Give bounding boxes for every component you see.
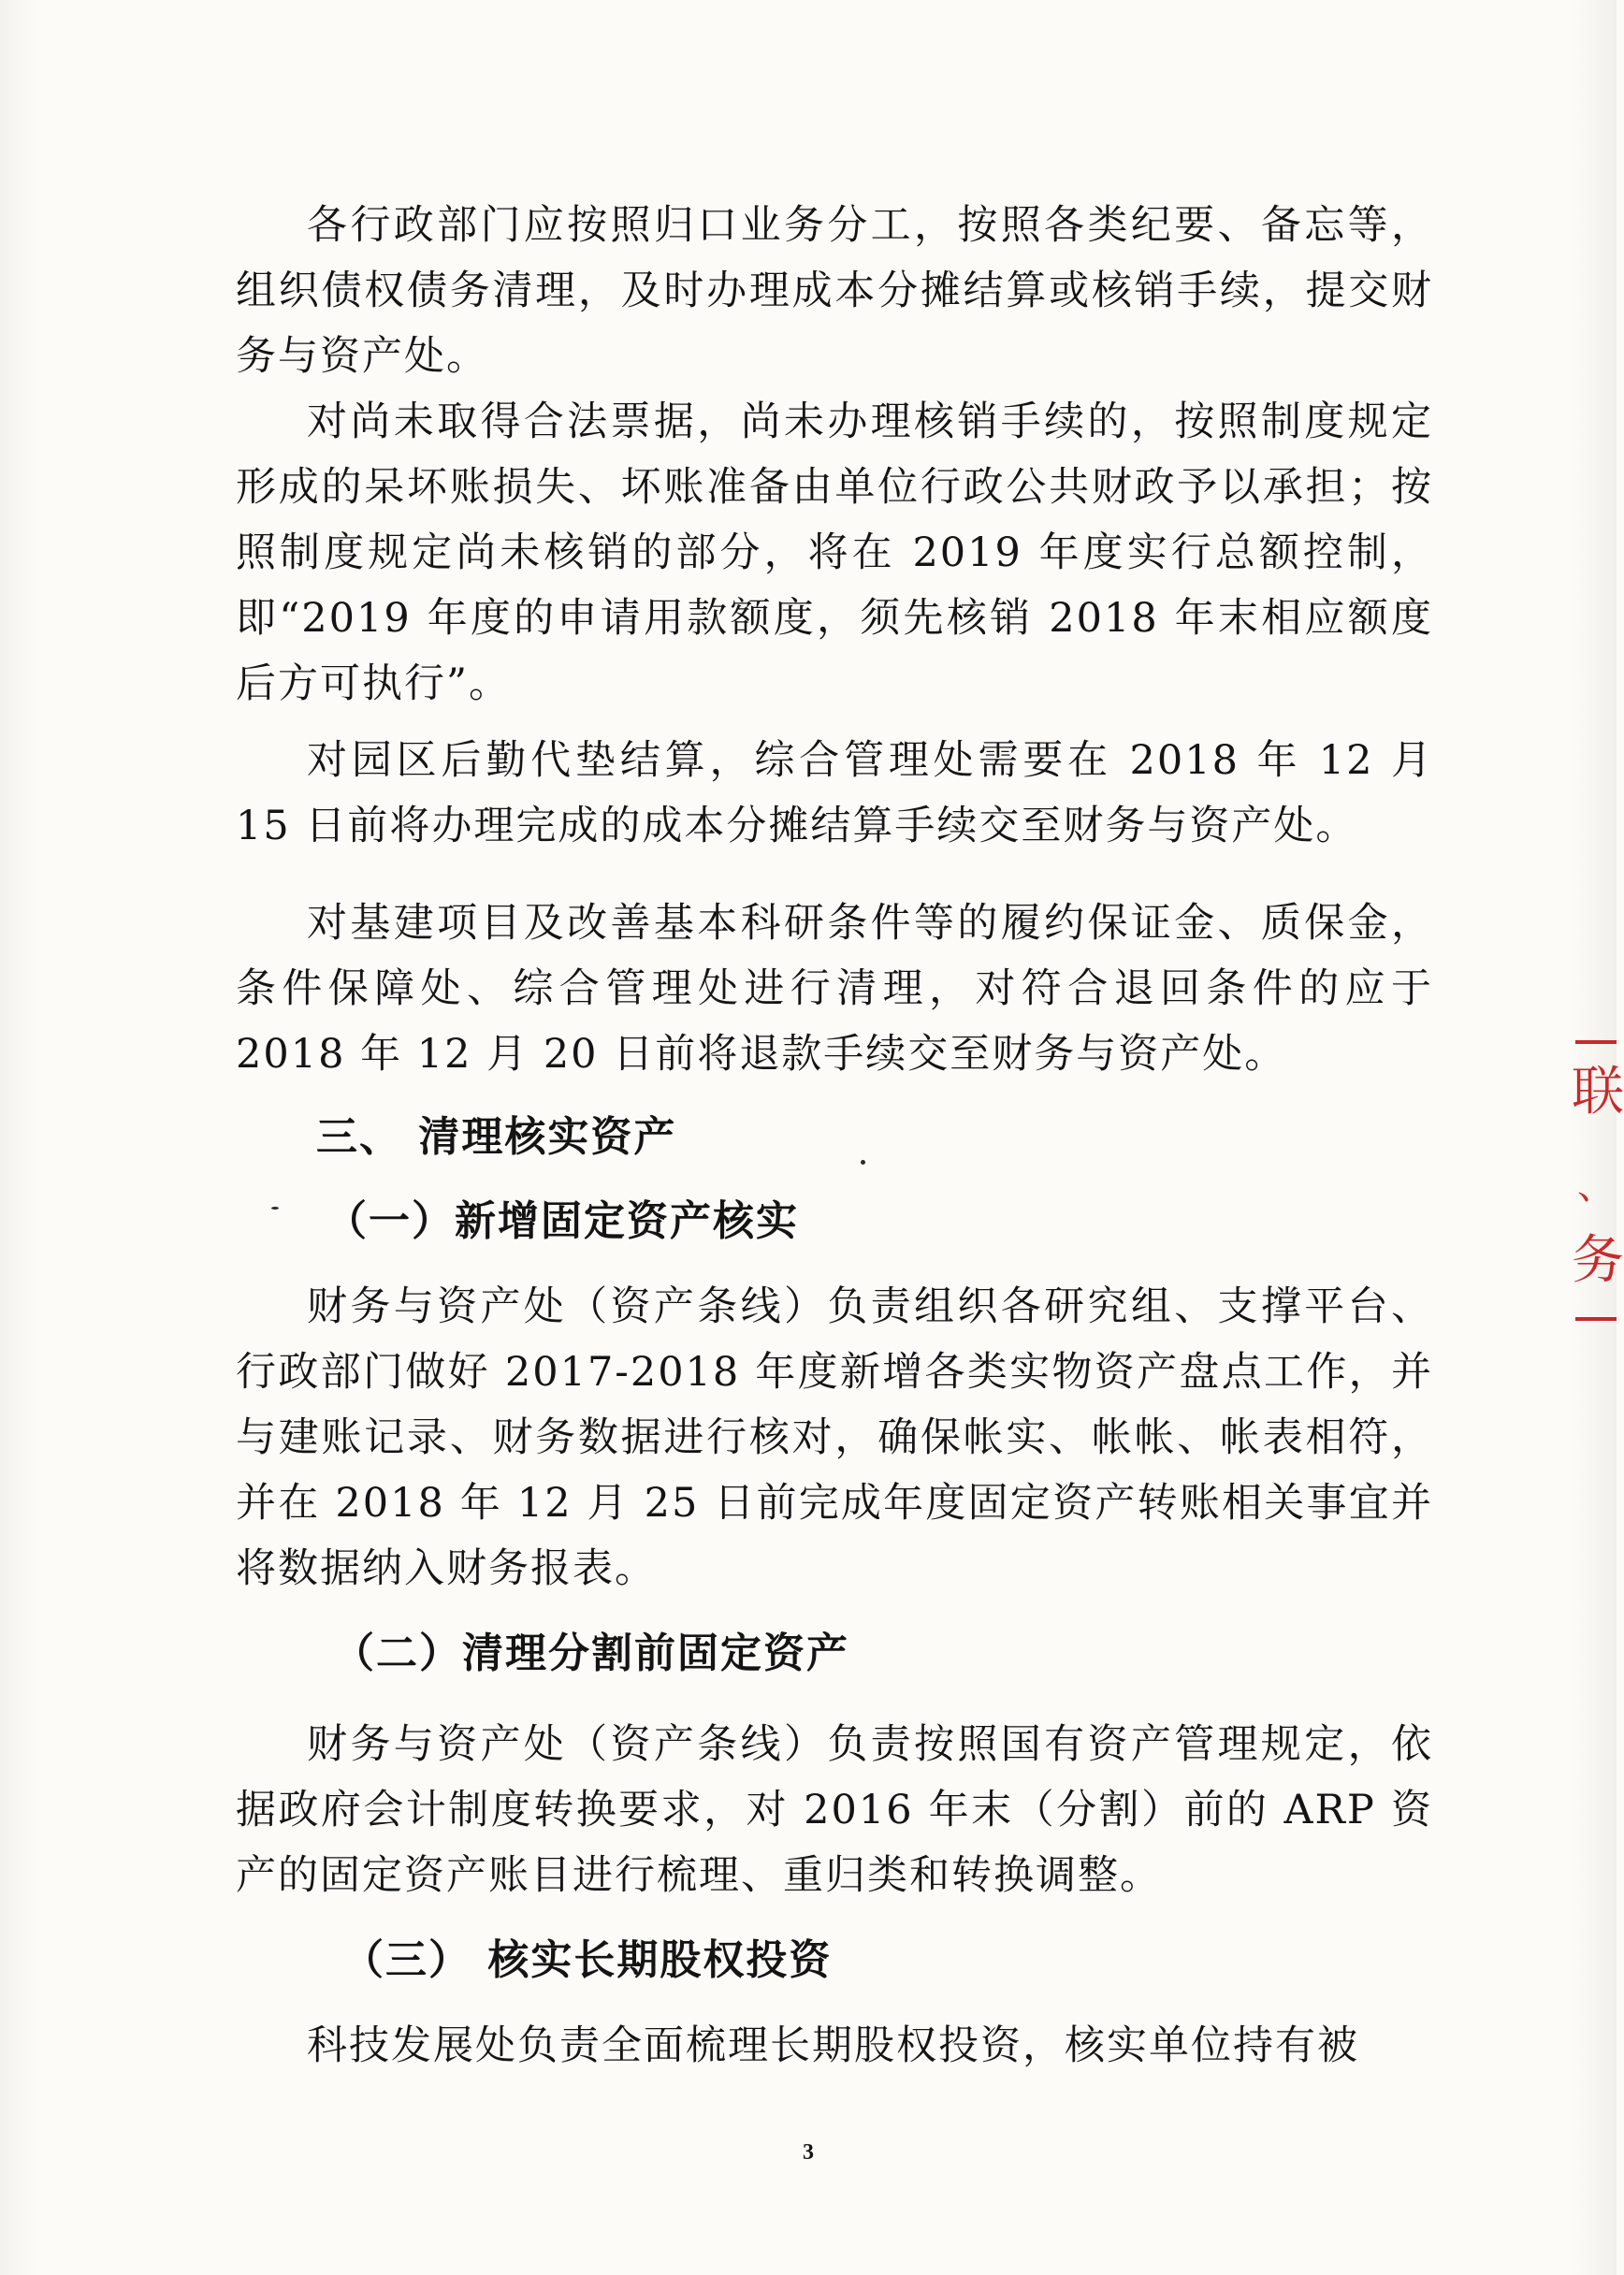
stamp-char-3: 务 — [1572, 1230, 1624, 1291]
paragraph-logistics-settlement: 对园区后勤代垫结算，综合管理处需要在 2018 年 12 月 15 日前将办理完成的成本分摊结算手续交至财务与资产处。 — [236, 737, 1433, 849]
page-number: 3 — [803, 2140, 814, 2165]
paragraph-new-fixed-assets: 财务与资产处（资产条线）负责组织各研究组、支撑平台、行政部门做好 2017-2018 年度新增各类实物资产盘点工作，并与建账记录、财务数据进行核对，确保帐实、帐帐、帐表相符，并在 2018 年 12 月 25 日前完成年度固定资产转账相关事宜并将数据纳入财务报表。 — [236, 1283, 1433, 1592]
paragraph-bad-debt: 对尚未取得合法票据，尚未办理核销手续的，按照制度规定形成的呆坏账损失、坏账准备由单位行政公共财政予以承担；按照制度规定尚未核销的部分，将在 2019 年度实行总额控制，即“2019 年度的申请用款额度，须先核销 2018 年末相应额度后方可执行”。 — [236, 398, 1433, 707]
stamp-char-1: 联 — [1572, 1062, 1624, 1123]
scan-speck — [861, 1160, 865, 1165]
red-seal-stamp-fragment — [1568, 1036, 1624, 1336]
stamp-char-2: 、 — [1577, 1165, 1615, 1208]
paragraph-equity-investment: 科技发展处负责全面梳理长期股权投资，核实单位持有被 — [307, 2022, 1359, 2069]
paragraph-debt-clearing: 各行政部门应按照归口业务分工，按照各类纪要、备忘等，组织债权债务清理，及时办理成本分摊结算或核销手续，提交财务与资产处。 — [236, 202, 1433, 380]
subsection-heading-1: （一）新增固定资产核实 — [326, 1197, 799, 1245]
paragraph-pre-split-assets: 财务与资产处（资产条线）负责按照国有资产管理规定，依据政府会计制度转换要求，对 2016 年末（分割）前的 ARP 资产的固定资产账目进行梳理、重归类和转换调整。 — [236, 1721, 1433, 1899]
paragraph-deposit-refund: 对基建项目及改善基本科研条件等的履约保证金、质保金，条件保障处、综合管理处进行清理，对符合退回条件的应于 2018 年 12 月 20 日前将退款手续交至财务与资产处。 — [236, 900, 1433, 1078]
section-heading-3: 三、 清理核实资产 — [316, 1113, 677, 1161]
subsection-heading-2: （二）清理分割前固定资产 — [333, 1630, 849, 1677]
subsection-heading-3: （三） 核实长期股权投资 — [342, 1936, 833, 1984]
scan-speck — [271, 1207, 279, 1210]
